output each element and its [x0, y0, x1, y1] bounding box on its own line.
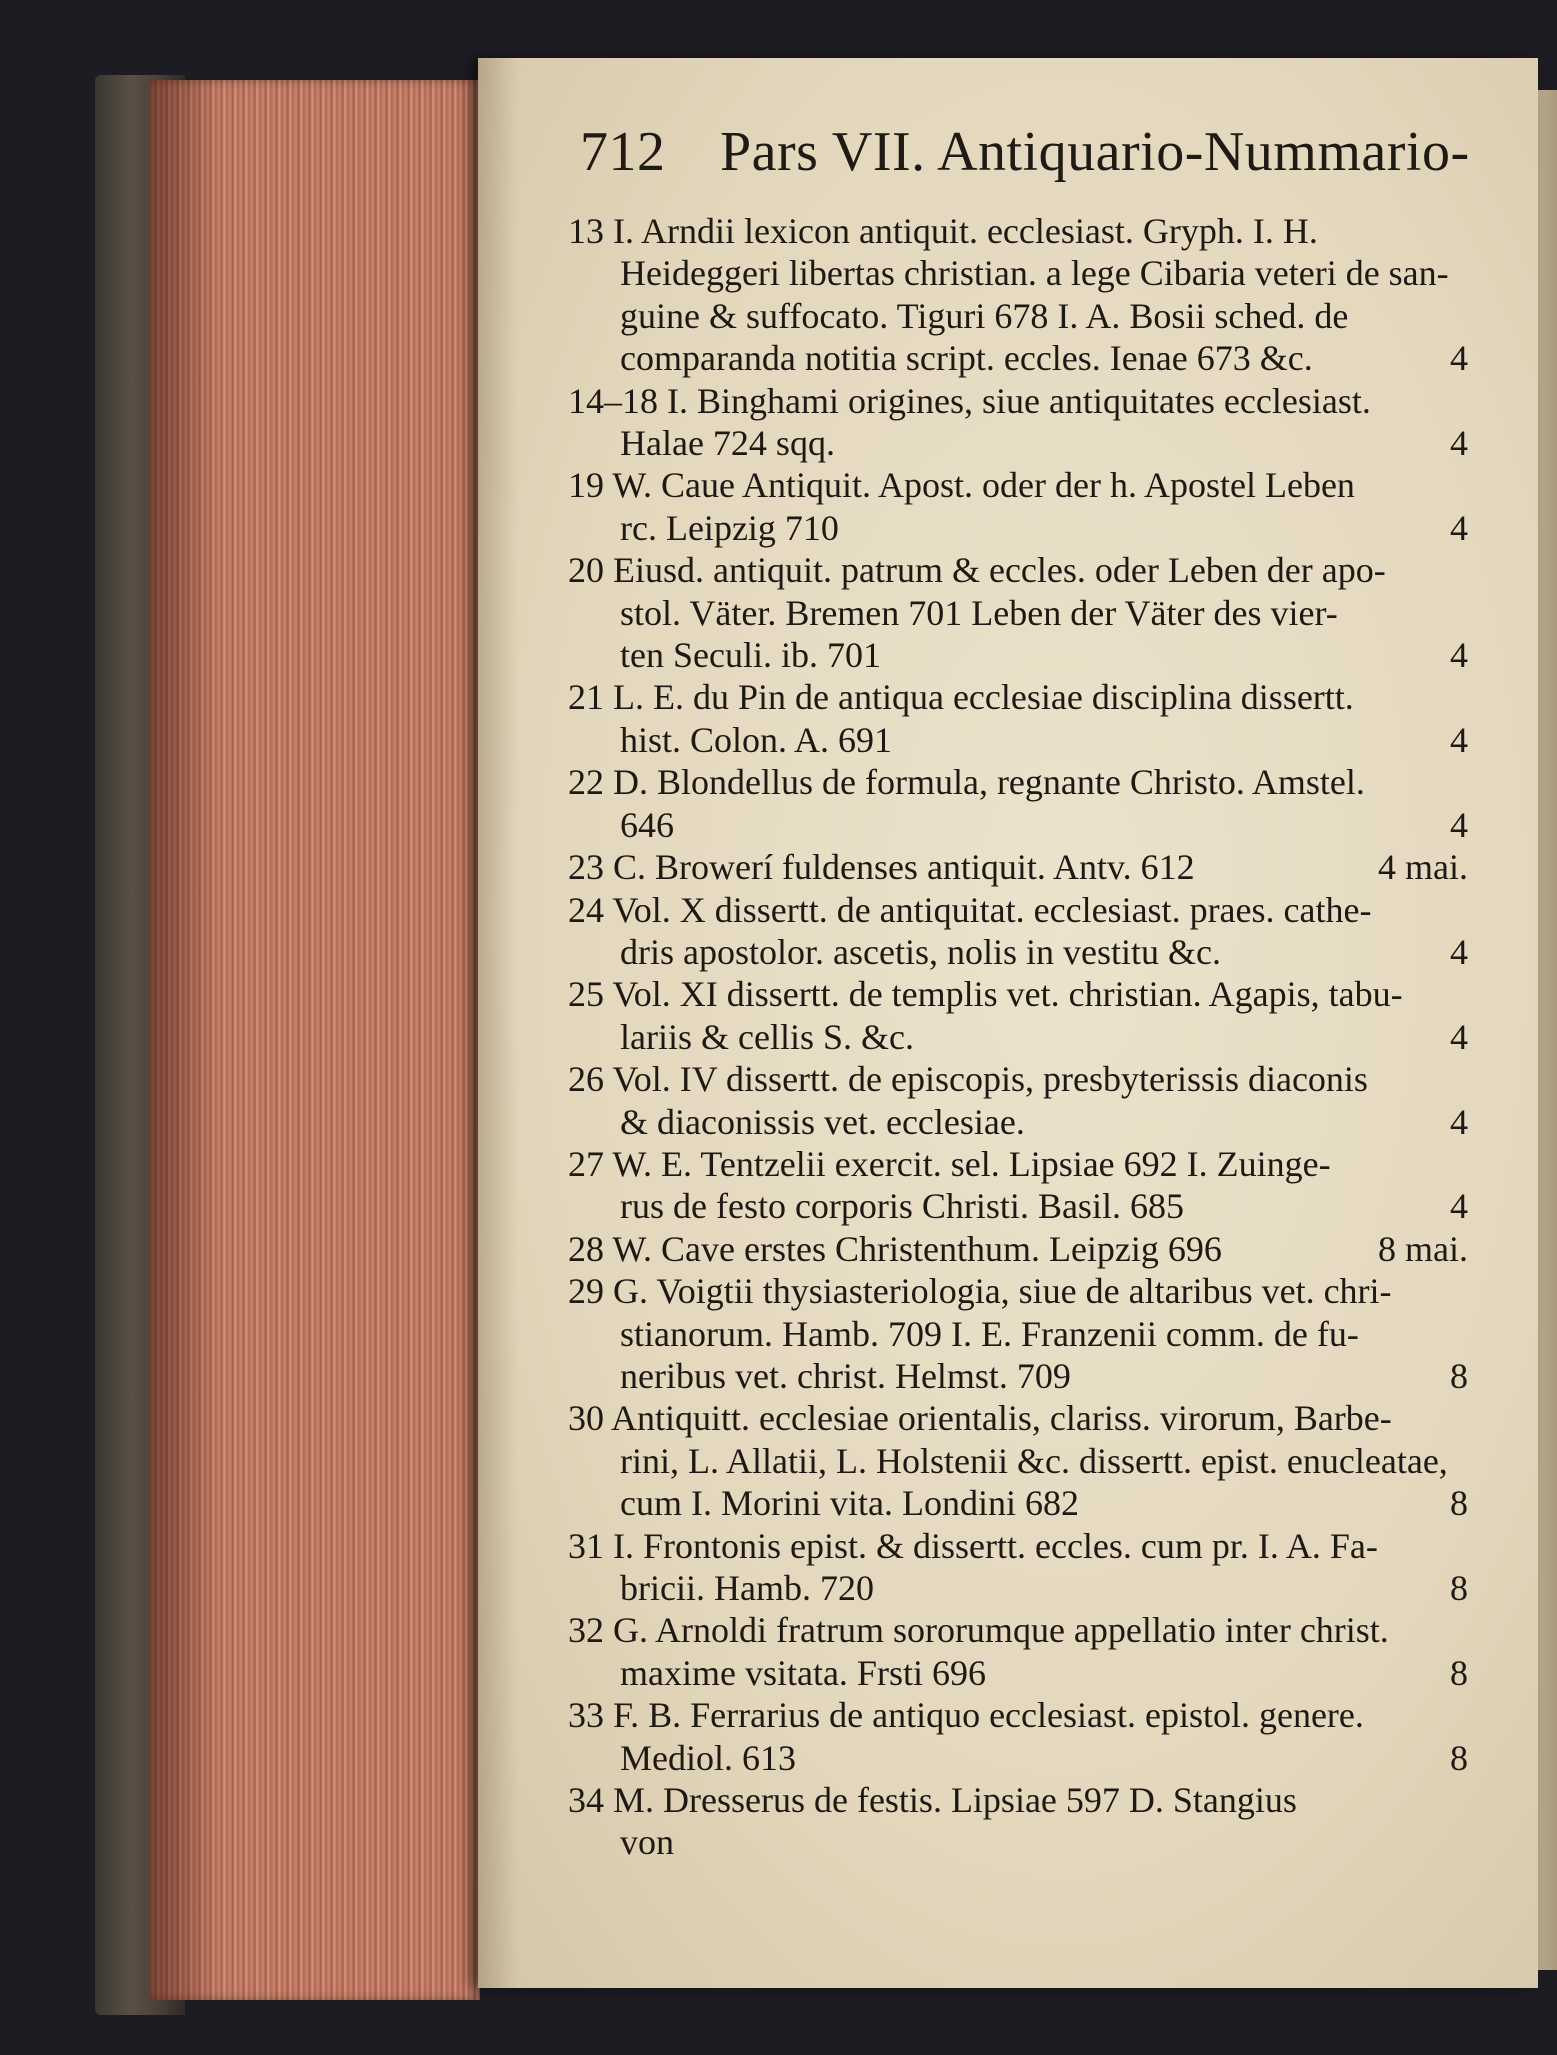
entry-line: 646 4 — [620, 804, 1468, 845]
entry-price: 8 — [1450, 1483, 1468, 1524]
entry-price: 4 — [1450, 507, 1468, 548]
entry-line: lariis & cellis S. &c. 4 — [620, 1016, 1468, 1057]
entry-price: 8 — [1450, 1737, 1468, 1778]
entry-price: 4 — [1450, 338, 1468, 379]
catalog-entry — [568, 1397, 1468, 1524]
entry-price: 8 mai. — [1378, 1228, 1468, 1269]
catalog-entry — [568, 1609, 1468, 1694]
entry-price: 4 — [1450, 1186, 1468, 1227]
catalog-entry — [568, 846, 1468, 888]
entry-line: Mediol. 613 8 — [620, 1737, 1468, 1778]
entry-line: rini, L. Allatii, L. Holstenii &c. dissertt. epist. enucleatae, — [620, 1440, 1448, 1481]
entry-line: 20 Eiusd. antiquit. patrum & eccles. oder Leben der apo- — [568, 550, 1386, 591]
entry-line: rc. Leipzig 710 4 — [620, 507, 1468, 548]
catalog-entry — [568, 380, 1468, 465]
page-gutter — [478, 58, 518, 1988]
entry-line: bricii. Hamb. 720 8 — [620, 1568, 1468, 1608]
catalog-entry — [568, 761, 1468, 846]
entry-line: dris apostolor. ascetis, nolis in vestitu &c. 4 — [620, 931, 1468, 972]
entry-line: maxime vsitata. Frsti 696 8 — [620, 1652, 1468, 1693]
catalog-entry — [568, 1694, 1468, 1779]
entry-price: 4 — [1450, 423, 1468, 464]
entry-line: & diaconissis vet. ecclesiae. 4 — [620, 1101, 1468, 1142]
entry-line: 24 Vol. X dissertt. de antiquitat. ecclesiast. praes. cathe- — [568, 889, 1372, 930]
entry-price: 8 — [1450, 1355, 1468, 1396]
catalog-entry — [568, 549, 1468, 676]
catalog-entry — [568, 464, 1468, 549]
entry-line: guine & suffocato. Tiguri 678 I. A. Bosii sched. de — [620, 295, 1349, 336]
catalog-entry — [568, 889, 1468, 974]
catalog-entry — [568, 1228, 1468, 1270]
entry-line: stol. Väter. Bremen 701 Leben der Väter des vier- — [620, 592, 1338, 633]
entry-line: stianorum. Hamb. 709 I. E. Franzenii comm. de fu- — [620, 1313, 1359, 1354]
entry-line: Heideggeri libertas christian. a lege Cibaria veteri de san- — [620, 253, 1449, 294]
catalog-entry — [568, 1779, 1468, 1864]
entry-line: cum I. Morini vita. Londini 682 8 — [620, 1483, 1468, 1524]
catalog-entry — [568, 676, 1468, 761]
entry-line: 32 G. Arnoldi fratrum sororumque appellatio inter christ. — [568, 1610, 1389, 1651]
entry-line: rus de festo corporis Christi. Basil. 685 4 — [620, 1186, 1468, 1227]
entry-line: 14–18 I. Binghami origines, siue antiquitates ecclesiast. — [568, 380, 1371, 421]
entry-line: 26 Vol. IV dissertt. de episcopis, presbyterissis diaconis — [568, 1059, 1368, 1100]
entry-line: 23 C. Browerí fuldenses antiquit. Antv. 612 4 mai. — [568, 847, 1468, 888]
page-title: Pars VII. Antiquario-Nummario- — [720, 121, 1470, 183]
entry-price: 8 — [1450, 1652, 1468, 1693]
entry-line: ten Seculi. ib. 701 4 — [620, 635, 1468, 676]
entry-price: 4 — [1450, 931, 1468, 972]
entry-line: Halae 724 sqq. 4 — [620, 423, 1468, 464]
catalog-entry — [568, 1270, 1468, 1397]
page-number: 712 — [580, 121, 666, 183]
entry-price: 4 mai. — [1378, 847, 1468, 888]
entry-line: 22 D. Blondellus de formula, regnante Christo. Amstel. — [568, 762, 1365, 803]
entry-line: 25 Vol. XI dissertt. de templis vet. christian. Agapis, tabu- — [568, 974, 1403, 1015]
entry-price: 4 — [1450, 1016, 1468, 1057]
entry-price: 8 — [1450, 1568, 1468, 1608]
entry-line: 34 M. Dresserus de festis. Lipsiae 597 D. Stangius — [568, 1780, 1297, 1821]
entry-line: 21 L. E. du Pin de antiqua ecclesiae disciplina dissertt. — [568, 677, 1354, 718]
entry-line: hist. Colon. A. 691 4 — [620, 719, 1468, 760]
entry-price: 4 — [1450, 1101, 1468, 1142]
catalog-entries — [568, 210, 1468, 1864]
entry-line: 28 W. Cave erstes Christenthum. Leipzig 696 8 mai. — [568, 1228, 1468, 1269]
page-edges-shadow — [150, 80, 220, 2000]
entry-line: 29 G. Voigtii thysiasteriologia, siue de altaribus vet. chri- — [568, 1271, 1392, 1312]
running-header — [580, 120, 1470, 184]
entry-line: neribus vet. christ. Helmst. 709 8 — [620, 1355, 1468, 1396]
entry-price: 4 — [1450, 804, 1468, 845]
entry-price: 4 — [1450, 635, 1468, 676]
catalog-entry — [568, 973, 1468, 1058]
catalog-entry — [568, 1525, 1468, 1610]
entry-line: 19 W. Caue Antiquit. Apost. oder der h. Apostel Leben — [568, 465, 1355, 506]
entry-line: von — [620, 1822, 674, 1863]
catalog-entry — [568, 1143, 1468, 1228]
entry-price: 4 — [1450, 719, 1468, 760]
entry-line: comparanda notitia script. eccles. Ienae 673 &c. 4 — [620, 338, 1468, 379]
catalog-entry — [568, 1058, 1468, 1143]
entry-line: 33 F. B. Ferrarius de antiquo ecclesiast. epistol. genere. — [568, 1695, 1364, 1736]
entry-line: 31 I. Frontonis epist. & dissertt. eccles. cum pr. I. A. Fa- — [568, 1525, 1378, 1566]
entry-line: 27 W. E. Tentzelii exercit. sel. Lipsiae 692 I. Zuinge- — [568, 1143, 1331, 1184]
entry-line: 30 Antiquitt. ecclesiae orientalis, clariss. virorum, Barbe- — [568, 1398, 1392, 1439]
catalog-entry — [568, 210, 1468, 380]
entry-line: 13 I. Arndii lexicon antiquit. ecclesiast. Gryph. I. H. — [568, 211, 1318, 251]
